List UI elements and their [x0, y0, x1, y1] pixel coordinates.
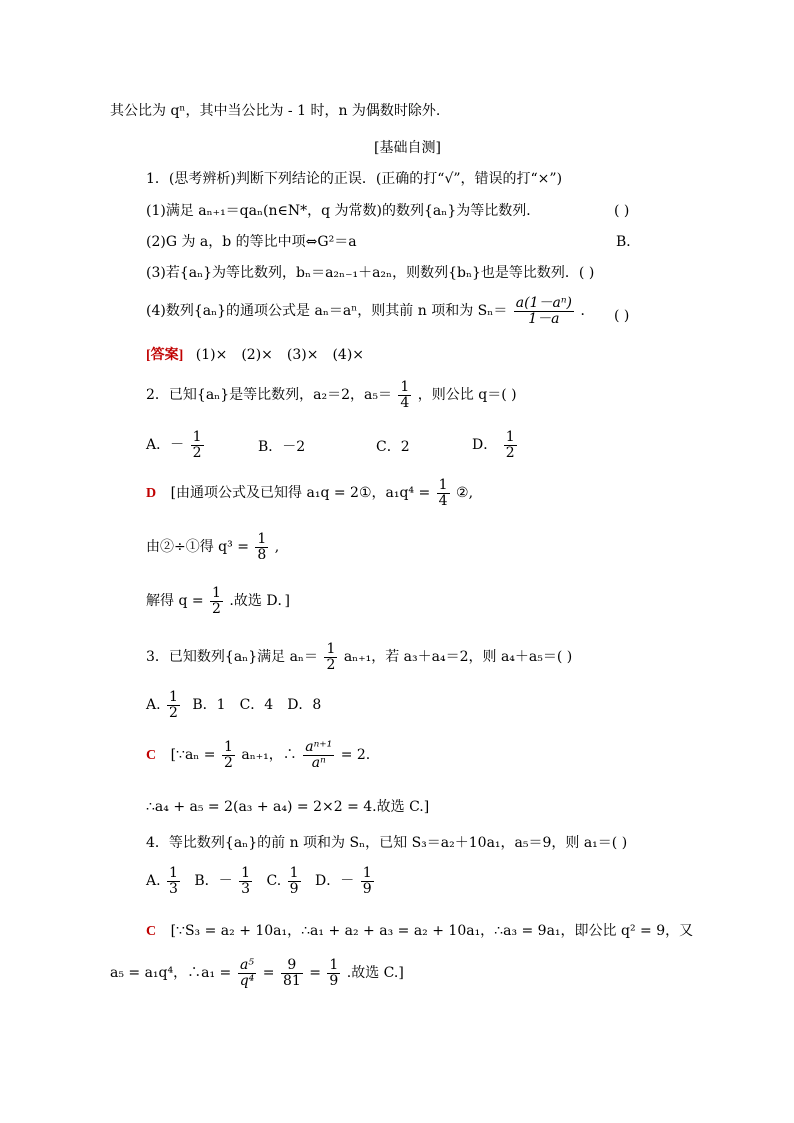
- q3-sol1-fraction: [222, 740, 235, 770]
- q3-sol1-pre: [∵aₙ =: [170, 747, 216, 764]
- q1-answer: [146, 348, 364, 363]
- q2-sol1-den: 4: [438, 492, 448, 509]
- q1-stem: 1．(思考辨析)判断下列结论的正误．(正确的打“√”，错误的打“×”): [146, 171, 563, 187]
- q3-sol1-den: 2: [223, 754, 233, 771]
- q3-solution-2: ∴a₄ + a₅ = 2(a₃ + a₄) = 2×2 = 4.故选 C.]: [146, 799, 430, 815]
- q1-statement-3: (3)若{aₙ}为等比数列，bₙ＝a₂ₙ₋₁＋a₂ₙ，则数列{bₙ}也是等比数列．( ): [146, 265, 595, 281]
- q4-sol2-den-3: 9: [329, 972, 339, 989]
- q4-solution-2: [110, 958, 404, 988]
- q3-stem-fraction: [324, 642, 337, 672]
- q2-option-a-den: 2: [192, 444, 202, 461]
- q4-option-d-num: 1: [362, 865, 372, 881]
- q2-sol2-den: 8: [257, 546, 267, 563]
- q4-option-c-label: C.: [266, 873, 282, 890]
- q4-sol2-num-1: a⁵: [238, 958, 257, 974]
- q4-sol2-fraction-1: [238, 958, 257, 988]
- q2-sol2-num: 1: [257, 531, 267, 547]
- q4-sol2-num-3: 1: [329, 957, 339, 973]
- q1-s4-denominator: 1－a: [528, 310, 560, 327]
- q4-option-d-fraction: [361, 866, 374, 896]
- q1-statement-4: [146, 296, 594, 326]
- q3-sol1-post: = 2.: [340, 747, 371, 764]
- q3-option-a-den: 2: [169, 704, 178, 721]
- q4-option-b-fraction: [239, 866, 252, 896]
- q4-sol2-den-1: q⁴: [239, 972, 255, 989]
- q4-option-b-label: B．－: [194, 873, 233, 890]
- q3-options-rest: B．1 C．4 D．8: [192, 697, 322, 714]
- q4-option-a-fraction: [167, 866, 180, 896]
- q2-sol3-post: .故选 D．]: [229, 593, 291, 610]
- q3-stem: [146, 642, 572, 672]
- q1-statement-4-paren: ( ): [614, 308, 630, 324]
- q4-option-c-den: 9: [289, 880, 299, 897]
- q2-key: D: [146, 486, 157, 502]
- q4-sol2-eq-2: =: [309, 965, 321, 982]
- q2-option-a-label: A．－: [146, 437, 185, 454]
- q3-options: [146, 690, 321, 720]
- q2-sol2-post: ,: [274, 539, 280, 556]
- q3-option-a-fraction: [167, 690, 180, 720]
- q2-stem-pre: 2．已知{aₙ}是等比数列，a₂＝2，a₅＝: [146, 387, 392, 404]
- q2-solution-1: [146, 478, 473, 508]
- q4-option-a-num: 1: [169, 865, 178, 881]
- q4-sol2-num-2: 9: [281, 958, 303, 974]
- q2-option-d: [472, 430, 519, 460]
- answer-tag: [答案]: [146, 348, 184, 363]
- q1-s4-fraction: [514, 296, 574, 326]
- q1-statement-1: (1)满足 aₙ₊₁＝qaₙ(n∈N*，q 为常数)的数列{aₙ}为等比数列．: [146, 203, 541, 219]
- q2-option-d-fraction: [504, 430, 517, 460]
- q3-sol1-fraction-2: [303, 740, 334, 770]
- q2-sol1-pre: [由通项公式及已知得 a₁q = 2①，a₁q⁴ =: [170, 485, 431, 502]
- q3-option-a-label: A.: [146, 697, 161, 714]
- q4-options: [146, 866, 376, 896]
- q2-option-a-num: 1: [192, 429, 202, 445]
- q2-stem: [146, 380, 517, 410]
- q4-sol2-fraction-3: [327, 958, 340, 988]
- q2-solution-3: [146, 586, 290, 616]
- q3-stem-pre: 3．已知数列{aₙ}满足 aₙ＝: [146, 649, 318, 666]
- q1-s4-post: ．: [580, 303, 595, 320]
- q2-sol3-num: 1: [212, 585, 221, 601]
- q2-sol2-pre: 由②÷①得 q³ =: [146, 539, 249, 556]
- q4-sol1-text: [∵S₃ = a₂ + 10a₁，∴a₁ + a₂ + a₃ = a₂ + 10a₁，∴a₃ = 9a₁，即公比 q² = 9，又: [170, 923, 694, 939]
- q2-stem-fraction: [398, 380, 411, 410]
- q4-option-b-den: 3: [241, 880, 251, 897]
- q3-solution-1: [146, 740, 370, 770]
- q1-statement-1-paren: ( ): [614, 203, 630, 219]
- q2-option-a-fraction: [191, 430, 204, 460]
- q2-option-c: C．2: [376, 439, 410, 455]
- q2-stem-post: ，则公比 q＝( ): [417, 387, 517, 404]
- q2-option-a: [146, 430, 206, 460]
- q2-sol3-den: 2: [212, 600, 221, 617]
- q4-option-c-num: 1: [289, 865, 299, 881]
- q1-answer-text: (1)× (2)× (3)× (4)×: [195, 347, 365, 363]
- q1-s4-numerator: a(1－aⁿ): [515, 295, 572, 311]
- q4-option-a-label: A.: [146, 873, 161, 890]
- intro-line: 其公比为 qⁿ，其中当公比为 - 1 时，n 为偶数时除外.: [110, 103, 441, 119]
- q4-option-a-den: 3: [169, 880, 178, 897]
- q2-stem-numerator: 1: [400, 379, 410, 395]
- q3-stem-num: 1: [326, 641, 336, 657]
- q4-sol2-eq-1: =: [262, 965, 275, 982]
- q3-stem-post: aₙ₊₁，若 a₃＋a₄＝2，则 a₄＋a₅＝( ): [343, 649, 573, 666]
- q2-sol1-post: ②,: [456, 485, 474, 502]
- q3-option-a-num: 1: [169, 689, 178, 705]
- q4-sol2-den-2: 81: [282, 972, 301, 989]
- q4-option-c-fraction: [288, 866, 301, 896]
- q1-statement-2: (2)G 为 a，b 的等比中项⇔G²＝a: [146, 234, 357, 250]
- q2-option-b: B．－2: [258, 439, 306, 455]
- q1-s4-pre: (4)数列{aₙ}的通项公式是 aₙ＝aⁿ，则其前 n 项和为 Sₙ＝: [146, 303, 508, 320]
- q3-sol1-num: 1: [223, 739, 233, 755]
- q4-option-d-label: D．－: [315, 873, 355, 890]
- q4-option-b-num: 1: [241, 865, 251, 881]
- q1-statement-2-tail: B．: [616, 234, 641, 250]
- q2-stem-denominator: 4: [400, 394, 410, 411]
- q3-sol1-mid: aₙ₊₁，∴: [241, 747, 297, 764]
- q2-sol2-fraction: [255, 532, 268, 562]
- q4-sol2-post: .故选 C.]: [346, 965, 404, 982]
- q2-sol1-num: 1: [438, 477, 448, 493]
- q4-sol2-pre: a₅ = a₁q⁴，∴a₁ =: [110, 965, 232, 982]
- q3-stem-den: 2: [326, 656, 336, 673]
- q2-option-d-num: 1: [505, 429, 515, 445]
- q2-option-d-label: D．: [472, 437, 498, 454]
- q2-sol3-pre: 解得 q =: [146, 593, 204, 610]
- q4-key: C: [146, 924, 157, 939]
- q2-option-d-den: 2: [505, 444, 515, 461]
- q3-sol1-num-2: aⁿ⁺¹: [305, 739, 333, 755]
- q2-sol3-fraction: [210, 586, 223, 616]
- q4-stem: 4．等比数列{aₙ}的前 n 项和为 Sₙ，已知 S₃＝a₂＋10a₁，a₅＝9，则 a₁＝( ): [146, 835, 628, 851]
- q4-solution-1: [146, 924, 693, 939]
- q3-sol1-den-2: aⁿ: [311, 754, 326, 771]
- q4-option-d-den: 9: [362, 880, 372, 897]
- q2-solution-2: [146, 532, 279, 562]
- q3-key: C: [146, 748, 157, 764]
- q2-sol1-fraction: [437, 478, 450, 508]
- section-heading: [基础自测]: [374, 140, 441, 156]
- q4-sol2-fraction-2: [281, 958, 303, 988]
